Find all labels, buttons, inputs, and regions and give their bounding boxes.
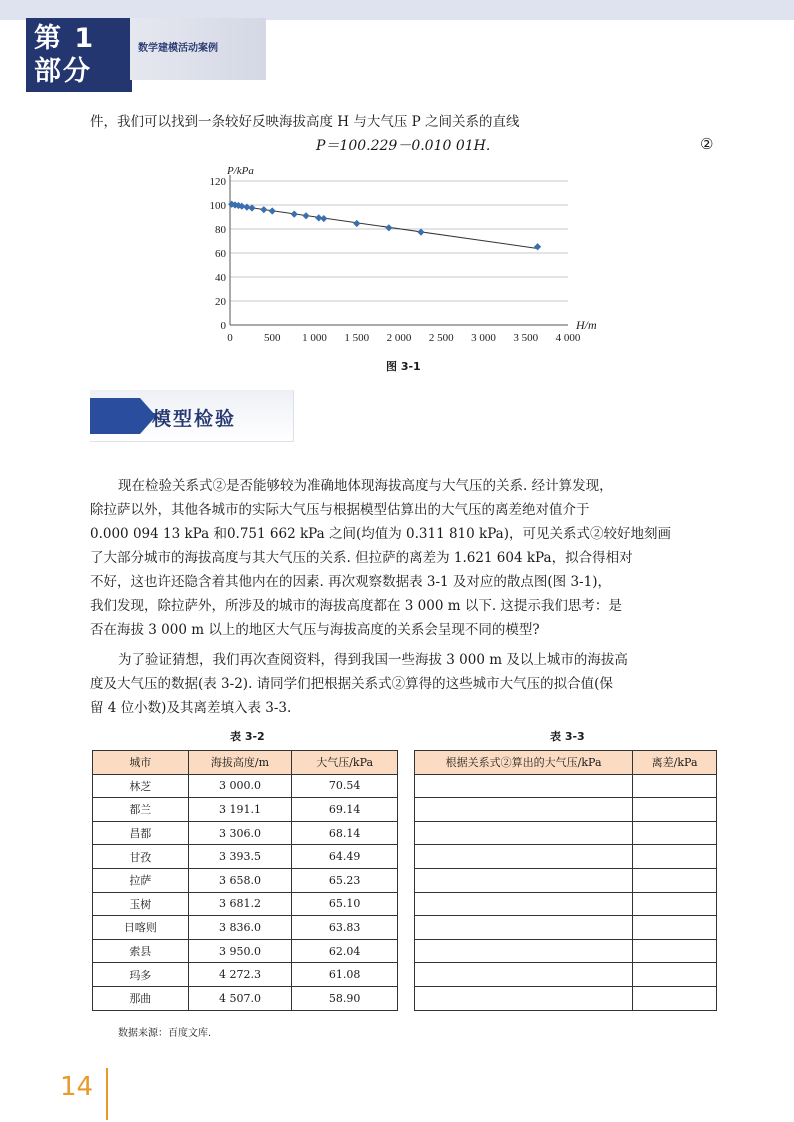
empty-answer-cell[interactable] <box>633 774 717 798</box>
empty-answer-cell[interactable] <box>633 916 717 940</box>
paragraph-line: 度及大气压的数据(表 3-2). 请同学们把根据关系式②算得的这些城市大气压的拟合值(保 <box>90 676 613 692</box>
table-row <box>415 916 717 940</box>
data-point <box>269 207 276 214</box>
table-row <box>415 963 717 987</box>
section-heading <box>90 390 294 442</box>
table-header-row <box>415 751 717 775</box>
intro-line: 件，我们可以找到一条较好反映海拔高度 H 与大气压 P 之间关系的直线 <box>90 114 520 130</box>
empty-answer-cell[interactable] <box>415 939 633 963</box>
page-number-divider <box>106 1068 108 1120</box>
table-row <box>415 798 717 822</box>
data-point <box>302 212 309 219</box>
empty-answer-cell[interactable] <box>633 845 717 869</box>
empty-answer-cell[interactable] <box>415 986 633 1010</box>
empty-answer-cell[interactable] <box>633 939 717 963</box>
table-cell: 69.14 <box>292 798 398 822</box>
x-tick-label: 3 500 <box>513 332 539 344</box>
table-row <box>415 892 717 916</box>
data-point <box>248 204 255 211</box>
empty-answer-cell[interactable] <box>415 845 633 869</box>
table-cell: 62.04 <box>292 939 398 963</box>
table-cell: 都兰 <box>93 798 189 822</box>
table-cell: 4 272.3 <box>188 963 292 987</box>
table-cell: 玛多 <box>93 963 189 987</box>
x-tick-label: 2 000 <box>386 332 412 344</box>
table-cell: 65.23 <box>292 868 398 892</box>
empty-answer-cell[interactable] <box>415 963 633 987</box>
table-cell: 那曲 <box>93 986 189 1010</box>
data-point <box>320 215 327 222</box>
table-cell: 林芝 <box>93 774 189 798</box>
table33-caption: 表 3-3 <box>550 730 585 743</box>
scatter-chart <box>200 160 610 350</box>
table-row <box>93 939 398 963</box>
data-point <box>291 211 298 218</box>
table-cell: 3 836.0 <box>188 916 292 940</box>
table-row <box>93 798 398 822</box>
y-tick-label: 60 <box>215 248 226 260</box>
table-cell: 索县 <box>93 939 189 963</box>
table-row <box>415 986 717 1010</box>
empty-answer-cell[interactable] <box>633 892 717 916</box>
paragraph-line: 为了验证猜想，我们再次查阅资料，得到我国一些海拔 3 000 m 及以上城市的海拔高 <box>118 652 628 668</box>
table-cell: 3 393.5 <box>188 845 292 869</box>
y-tick-label: 100 <box>209 200 226 212</box>
y-tick-label: 0 <box>220 320 226 332</box>
x-tick-label: 2 500 <box>428 332 454 344</box>
table-cell: 3 306.0 <box>188 821 292 845</box>
x-tick-label: 500 <box>264 332 281 344</box>
part-label: 第 1 部分 <box>34 23 96 87</box>
table-3-2 <box>92 750 398 1011</box>
paragraph-line: 0.000 094 13 kPa 和0.751 662 kPa 之间(均值为 0.311 810 kPa)，可见关系式②较好地刻画 <box>90 526 671 542</box>
section-title: 模型检验 <box>152 408 237 430</box>
table32-caption: 表 3-2 <box>230 730 265 743</box>
table-header-row <box>93 751 398 775</box>
x-axis-label: H/m <box>576 318 597 332</box>
empty-answer-cell[interactable] <box>415 798 633 822</box>
y-tick-label: 80 <box>215 224 226 236</box>
table-cell: 65.10 <box>292 892 398 916</box>
empty-answer-cell[interactable] <box>415 868 633 892</box>
table-cell: 68.14 <box>292 821 398 845</box>
column-header: 大气压/kPa <box>292 751 398 775</box>
data-point <box>534 243 541 250</box>
table-cell: 3 191.1 <box>188 798 292 822</box>
paragraph-line: 了大部分城市的海拔高度与其大气压的关系. 但拉萨的离差为 1.621 604 kPa，拟合得相对 <box>90 550 633 566</box>
x-tick-label: 4 000 <box>555 332 581 344</box>
paragraph-line: 留 4 位小数)及其离差填入表 3-3. <box>90 700 292 716</box>
empty-answer-cell[interactable] <box>415 892 633 916</box>
table-cell: 玉树 <box>93 892 189 916</box>
source-note: 数据来源：百度文库. <box>118 1028 212 1039</box>
table-row <box>93 892 398 916</box>
empty-answer-cell[interactable] <box>415 916 633 940</box>
table-cell: 70.54 <box>292 774 398 798</box>
table-cell: 3 658.0 <box>188 868 292 892</box>
empty-answer-cell[interactable] <box>633 798 717 822</box>
paragraph-line: 不好，这也许还隐含着其他内在的因素. 再次观察数据表 3-1 及对应的散点图(图 3-1)， <box>90 574 611 590</box>
column-header: 根据关系式②算出的大气压/kPa <box>415 751 633 775</box>
x-tick-label: 1 500 <box>344 332 370 344</box>
table-3-3 <box>414 750 717 1011</box>
table-row <box>93 774 398 798</box>
column-header: 海拔高度/m <box>188 751 292 775</box>
data-point <box>385 224 392 231</box>
empty-answer-cell[interactable] <box>415 821 633 845</box>
table-cell: 3 950.0 <box>188 939 292 963</box>
table-row <box>415 774 717 798</box>
table-cell: 63.83 <box>292 916 398 940</box>
table-row <box>93 868 398 892</box>
table-row <box>415 868 717 892</box>
table-cell: 61.08 <box>292 963 398 987</box>
data-point <box>353 220 360 227</box>
paragraph-line: 否在海拔 3 000 m 以上的地区大气压与海拔高度的关系会呈现不同的模型? <box>90 622 540 638</box>
x-tick-label: 0 <box>227 332 233 344</box>
table-cell: 64.49 <box>292 845 398 869</box>
x-tick-label: 1 000 <box>302 332 327 344</box>
empty-answer-cell[interactable] <box>633 868 717 892</box>
table-row <box>93 963 398 987</box>
figure-caption: 图 3-1 <box>386 360 421 373</box>
table-cell: 3 681.2 <box>188 892 292 916</box>
empty-answer-cell[interactable] <box>633 986 717 1010</box>
y-tick-label: 20 <box>215 296 226 308</box>
column-header: 城市 <box>93 751 189 775</box>
page-number: 14 <box>60 1072 94 1102</box>
table-row <box>415 845 717 869</box>
section-heading-band <box>90 398 140 434</box>
y-tick-label: 40 <box>215 272 226 284</box>
table-row <box>93 986 398 1010</box>
paragraph-line: 现在检验关系式②是否能够较为准确地体现海拔高度与大气压的关系. 经计算发现， <box>118 478 613 494</box>
empty-answer-cell[interactable] <box>633 963 717 987</box>
table-cell: 拉萨 <box>93 868 189 892</box>
equation: P＝100.229－0.010 01H. <box>316 138 491 154</box>
table-cell: 甘孜 <box>93 845 189 869</box>
empty-answer-cell[interactable] <box>633 821 717 845</box>
table-row <box>415 821 717 845</box>
table-row <box>93 845 398 869</box>
empty-answer-cell[interactable] <box>415 774 633 798</box>
table-cell: 58.90 <box>292 986 398 1010</box>
section-tab-label: 数学建模活动案例 <box>138 43 218 54</box>
table-cell: 日喀则 <box>93 916 189 940</box>
trend-line <box>230 205 538 249</box>
paragraph-line: 我们发现，除拉萨外，所涉及的城市的海拔高度都在 3 000 m 以下. 这提示我们思考：是 <box>90 598 622 614</box>
header-bar <box>0 0 794 20</box>
table-row <box>93 916 398 940</box>
y-tick-label: 120 <box>209 176 226 188</box>
column-header: 离差/kPa <box>633 751 717 775</box>
paragraph-line: 除拉萨以外，其他各城市的实际大气压与根据模型估算出的大气压的离差绝对值介于 <box>90 502 590 518</box>
table-cell: 3 000.0 <box>188 774 292 798</box>
table-row <box>93 821 398 845</box>
equation-number: ② <box>700 135 714 153</box>
table-cell: 昌都 <box>93 821 189 845</box>
data-point <box>417 229 424 236</box>
table-row <box>415 939 717 963</box>
x-tick-label: 3 000 <box>471 332 496 344</box>
table-cell: 4 507.0 <box>188 986 292 1010</box>
data-point <box>260 206 267 213</box>
y-axis-label: P/kPa <box>227 165 254 177</box>
